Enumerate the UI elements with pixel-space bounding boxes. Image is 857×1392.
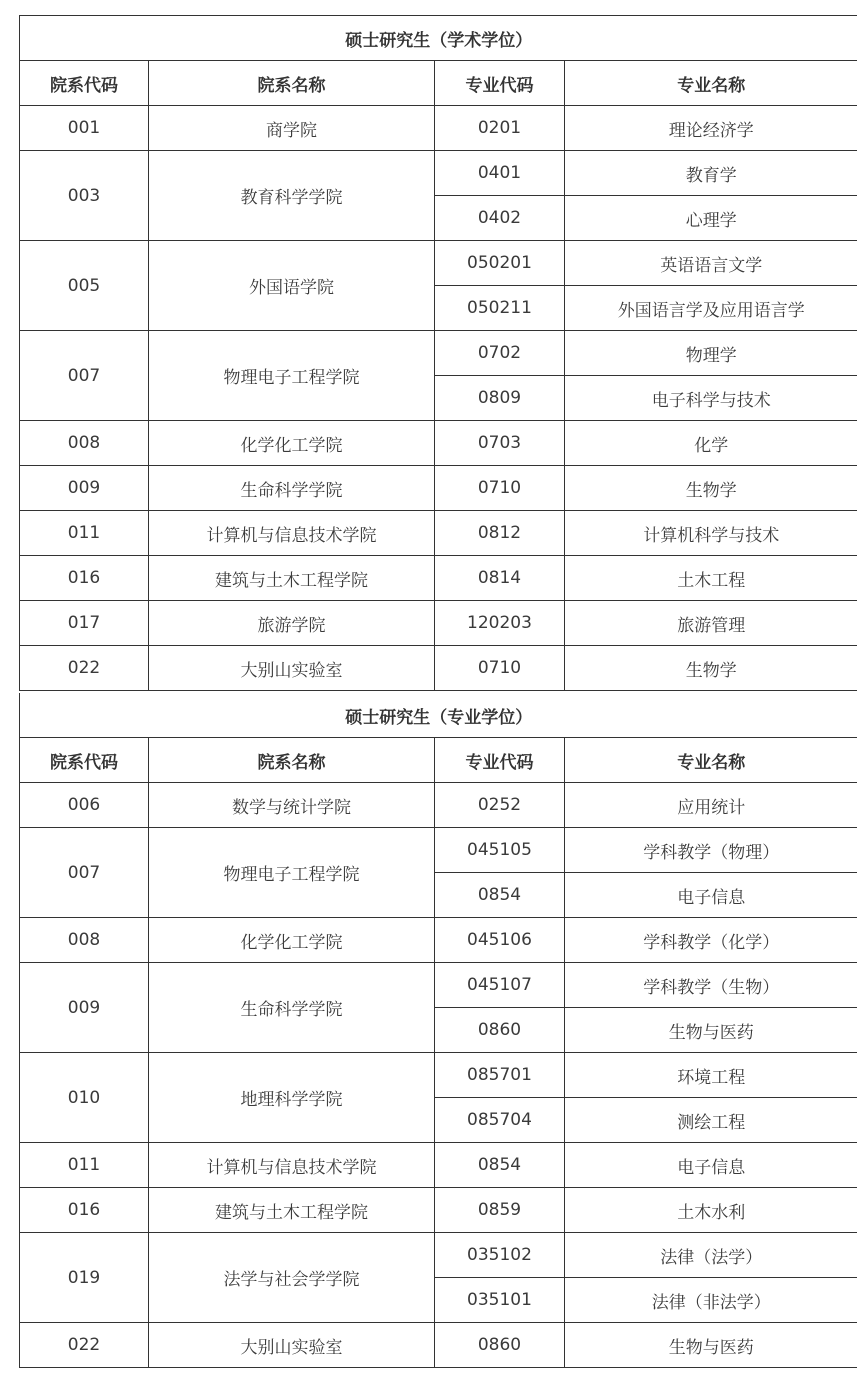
major-code-cell: 0860 — [435, 1323, 565, 1368]
major-code-cell: 085701 — [435, 1053, 565, 1098]
dept-code-cell: 007 — [20, 828, 149, 918]
table-row — [20, 151, 857, 196]
table-row — [20, 601, 857, 646]
dept-code-cell: 003 — [20, 151, 149, 241]
major-name-cell: 生物与医药 — [565, 1323, 857, 1368]
major-name-cell: 理论经济学 — [565, 106, 857, 151]
major-code-cell: 035101 — [435, 1278, 565, 1323]
dept-name-cell: 大别山实验室 — [149, 1323, 435, 1368]
major-name-cell: 生物与医药 — [565, 1008, 857, 1053]
major-name-cell: 学科教学（物理） — [565, 828, 857, 873]
table-body — [20, 783, 857, 1368]
major-code-cell: 050201 — [435, 241, 565, 286]
table-row — [20, 1143, 857, 1188]
dept-code-cell: 006 — [20, 783, 149, 828]
table-header-row — [20, 61, 857, 106]
dept-name-cell: 教育科学学院 — [149, 151, 435, 241]
table-row — [20, 1053, 857, 1098]
major-code-cell: 0402 — [435, 196, 565, 241]
table-row — [20, 106, 857, 151]
dept-code-cell: 010 — [20, 1053, 149, 1143]
dept-name-cell: 生命科学学院 — [149, 466, 435, 511]
dept-name-cell: 物理电子工程学院 — [149, 331, 435, 421]
major-name-cell: 学科教学（化学） — [565, 918, 857, 963]
major-code-cell: 0201 — [435, 106, 565, 151]
major-name-cell: 旅游管理 — [565, 601, 857, 646]
major-name-cell: 环境工程 — [565, 1053, 857, 1098]
dept-name-cell: 商学院 — [149, 106, 435, 151]
dept-name-cell: 化学化工学院 — [149, 421, 435, 466]
major-name-cell: 英语语言文学 — [565, 241, 857, 286]
major-code-cell: 085704 — [435, 1098, 565, 1143]
column-header-major-name: 专业名称 — [565, 61, 857, 106]
major-name-cell: 化学 — [565, 421, 857, 466]
table-row — [20, 918, 857, 963]
table-row — [20, 963, 857, 1008]
major-code-cell: 0854 — [435, 873, 565, 918]
major-code-cell: 0710 — [435, 646, 565, 691]
table-row — [20, 1233, 857, 1278]
major-code-cell: 0814 — [435, 556, 565, 601]
dept-name-cell: 法学与社会学学院 — [149, 1233, 435, 1323]
major-code-cell: 045105 — [435, 828, 565, 873]
column-header-major-code: 专业代码 — [435, 738, 565, 783]
table-row — [20, 331, 857, 376]
table-row — [20, 1188, 857, 1233]
major-name-cell: 法律（法学） — [565, 1233, 857, 1278]
dept-name-cell: 地理科学学院 — [149, 1053, 435, 1143]
major-code-cell: 0812 — [435, 511, 565, 556]
dept-name-cell: 旅游学院 — [149, 601, 435, 646]
major-code-cell: 045106 — [435, 918, 565, 963]
table-row — [20, 646, 857, 691]
table-row — [20, 556, 857, 601]
table-row — [20, 421, 857, 466]
major-name-cell: 生物学 — [565, 466, 857, 511]
dept-code-cell: 011 — [20, 1143, 149, 1188]
major-code-cell: 0809 — [435, 376, 565, 421]
major-name-cell: 测绘工程 — [565, 1098, 857, 1143]
column-header-dept-name: 院系名称 — [149, 61, 435, 106]
column-header-dept-name: 院系名称 — [149, 738, 435, 783]
major-name-cell: 生物学 — [565, 646, 857, 691]
dept-code-cell: 008 — [20, 421, 149, 466]
dept-code-cell: 017 — [20, 601, 149, 646]
dept-name-cell: 建筑与土木工程学院 — [149, 1188, 435, 1233]
major-code-cell: 045107 — [435, 963, 565, 1008]
major-name-cell: 应用统计 — [565, 783, 857, 828]
dept-code-cell: 011 — [20, 511, 149, 556]
major-name-cell: 土木水利 — [565, 1188, 857, 1233]
major-code-cell: 0859 — [435, 1188, 565, 1233]
professional-degree-table — [19, 693, 857, 1368]
dept-code-cell: 009 — [20, 963, 149, 1053]
dept-name-cell: 数学与统计学院 — [149, 783, 435, 828]
major-code-cell: 0702 — [435, 331, 565, 376]
dept-name-cell: 计算机与信息技术学院 — [149, 1143, 435, 1188]
major-name-cell: 电子科学与技术 — [565, 376, 857, 421]
table-row — [20, 466, 857, 511]
major-code-cell: 050211 — [435, 286, 565, 331]
table-row — [20, 241, 857, 286]
major-code-cell: 0860 — [435, 1008, 565, 1053]
major-name-cell: 土木工程 — [565, 556, 857, 601]
dept-code-cell: 008 — [20, 918, 149, 963]
major-code-cell: 120203 — [435, 601, 565, 646]
dept-code-cell: 022 — [20, 646, 149, 691]
major-name-cell: 电子信息 — [565, 1143, 857, 1188]
dept-code-cell: 005 — [20, 241, 149, 331]
major-name-cell: 法律（非法学） — [565, 1278, 857, 1323]
major-name-cell: 心理学 — [565, 196, 857, 241]
table-title-row — [20, 16, 857, 61]
major-name-cell: 物理学 — [565, 331, 857, 376]
dept-name-cell: 物理电子工程学院 — [149, 828, 435, 918]
major-name-cell: 电子信息 — [565, 873, 857, 918]
major-code-cell: 0710 — [435, 466, 565, 511]
dept-code-cell: 016 — [20, 556, 149, 601]
major-code-cell: 0854 — [435, 1143, 565, 1188]
table-title: 硕士研究生（学术学位） — [20, 16, 857, 61]
table-row — [20, 511, 857, 556]
column-header-major-name: 专业名称 — [565, 738, 857, 783]
table-title: 硕士研究生（专业学位） — [20, 693, 857, 738]
major-name-cell: 教育学 — [565, 151, 857, 196]
major-name-cell: 计算机科学与技术 — [565, 511, 857, 556]
major-name-cell: 外国语言学及应用语言学 — [565, 286, 857, 331]
dept-name-cell: 化学化工学院 — [149, 918, 435, 963]
column-header-dept-code: 院系代码 — [20, 61, 149, 106]
dept-code-cell: 016 — [20, 1188, 149, 1233]
dept-name-cell: 计算机与信息技术学院 — [149, 511, 435, 556]
major-code-cell: 0401 — [435, 151, 565, 196]
academic-degree-table — [19, 15, 857, 691]
table-row — [20, 828, 857, 873]
dept-name-cell: 生命科学学院 — [149, 963, 435, 1053]
dept-name-cell: 建筑与土木工程学院 — [149, 556, 435, 601]
major-code-cell: 0252 — [435, 783, 565, 828]
major-name-cell: 学科教学（生物） — [565, 963, 857, 1008]
dept-code-cell: 007 — [20, 331, 149, 421]
major-code-cell: 0703 — [435, 421, 565, 466]
table-title-row — [20, 693, 857, 738]
table-body — [20, 106, 857, 691]
dept-code-cell: 022 — [20, 1323, 149, 1368]
dept-code-cell: 001 — [20, 106, 149, 151]
dept-code-cell: 019 — [20, 1233, 149, 1323]
table-row — [20, 1323, 857, 1368]
column-header-major-code: 专业代码 — [435, 61, 565, 106]
dept-name-cell: 外国语学院 — [149, 241, 435, 331]
major-code-cell: 035102 — [435, 1233, 565, 1278]
table-row — [20, 783, 857, 828]
table-header-row — [20, 738, 857, 783]
dept-name-cell: 大别山实验室 — [149, 646, 435, 691]
dept-code-cell: 009 — [20, 466, 149, 511]
column-header-dept-code: 院系代码 — [20, 738, 149, 783]
